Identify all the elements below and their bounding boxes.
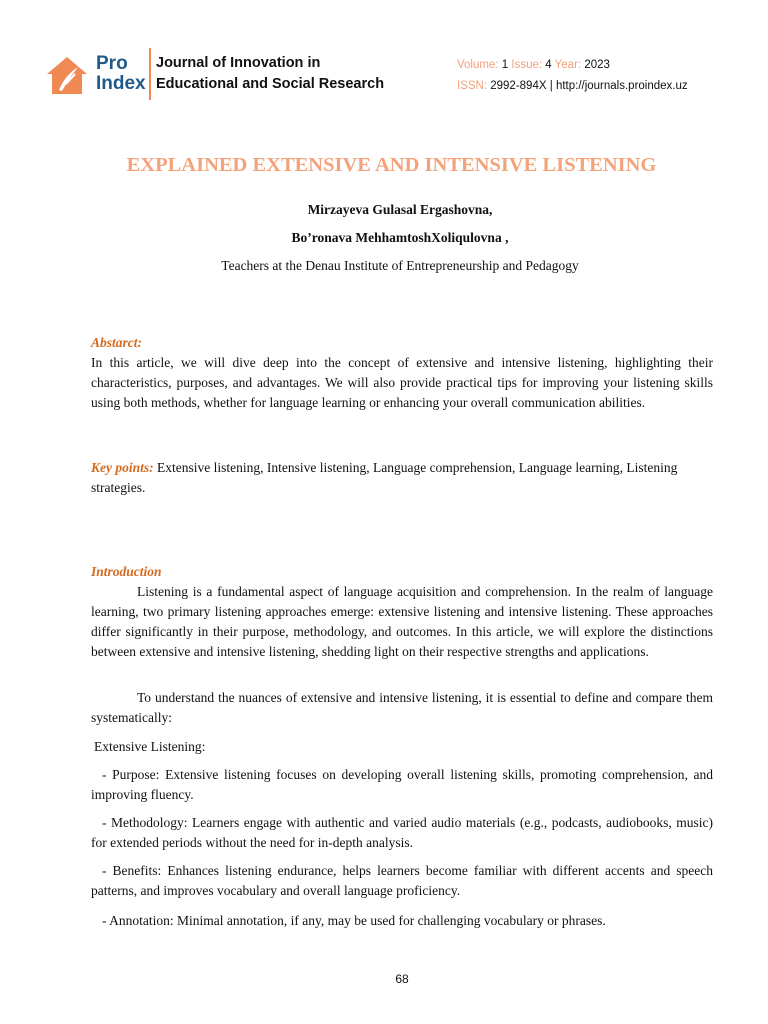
extensive-methodology-item: - Methodology: Learners engage with authentic and varied audio materials (e.g., podcasts, audiobooks, music) for extended periods without the need for in-depth analysis. [91, 815, 713, 850]
issn-value: 2992-894X [490, 80, 547, 92]
year-label: Year: [554, 59, 582, 71]
extensive-purpose-item: - Purpose: Extensive listening focuses on developing overall listening skills, promoting comprehension, and improving fluency. [91, 767, 713, 802]
logo-text-index: Index [96, 73, 146, 94]
journal-title-line1: Journal of Innovation in [156, 55, 321, 71]
journal-title-line2: Educational and Social Research [156, 76, 385, 92]
volume-issue-year [457, 55, 688, 76]
page-number: 68 [395, 972, 409, 986]
issn-separator: | [549, 80, 553, 92]
introduction-section [91, 562, 713, 662]
issue-label: Issue: [511, 59, 543, 71]
author-1: Mirzayeva Gulasal Ergashovna, [307, 202, 493, 217]
journal-title [156, 53, 384, 95]
volume-label: Volume: [457, 59, 499, 71]
volume-value: 1 [501, 59, 509, 71]
journal-url[interactable]: http://journals.proindex.uz [555, 80, 688, 92]
introduction-heading: Introduction [91, 564, 162, 579]
logo-text-pro: Pro [96, 53, 128, 74]
issue-value: 4 [545, 59, 552, 71]
key-points-section [91, 458, 713, 498]
extensive-annotation-item: - Annotation: Minimal annotation, if any, may be used for challenging vocabulary or phrases. [102, 913, 606, 928]
key-points-label: Key points: [91, 460, 154, 475]
article-title: EXPLAINED EXTENSIVE AND INTENSIVE LISTENING [126, 154, 657, 176]
proindex-logo [44, 50, 150, 102]
author-2: Bo’ronava MehhamtoshXoliqulovna , [291, 230, 509, 245]
issn-label: ISSN: [457, 80, 488, 92]
journal-header [0, 0, 768, 120]
abstract-text: In this article, we will dive deep into the concept of extensive and intensive listening, highlighting their characteristics, purposes, and advantages. We will also provide practical tips for improving your listening skills using both methods, whether for language learning or enhancing your overall communication abilities. [91, 355, 713, 410]
year-value: 2023 [584, 59, 610, 71]
house-logo-icon [44, 54, 90, 96]
introduction-paragraph-2: To understand the nuances of extensive and intensive listening, it is essential to define and compare them systematically: [91, 690, 713, 725]
extensive-listening-heading: Extensive Listening: [94, 739, 206, 754]
abstract-label: Abstarct: [91, 335, 143, 350]
author-affiliation: Teachers at the Denau Institute of Entrepreneurship and Pedagogy [221, 258, 579, 273]
journal-meta [457, 55, 688, 97]
extensive-benefits-item: - Benefits: Enhances listening endurance, helps learners become familiar with different accents and speech patterns, and improves vocabulary and overall language proficiency. [91, 863, 713, 898]
header-divider [149, 48, 151, 100]
abstract-section [91, 333, 713, 413]
issn-line [457, 76, 688, 97]
key-points-text: Extensive listening, Intensive listening, Language comprehension, Language learning, Listening strategies. [91, 460, 678, 495]
introduction-paragraph-1: Listening is a fundamental aspect of language acquisition and comprehension. In the realm of language learning, two primary listening approaches emerge: extensive listening and intensive listening. These approaches differ significantly in their purpose, methodology, and outcomes. In this article, we will explore the distinctions between extensive and intensive listening, shedding light on their respective strengths and applications. [91, 584, 713, 659]
